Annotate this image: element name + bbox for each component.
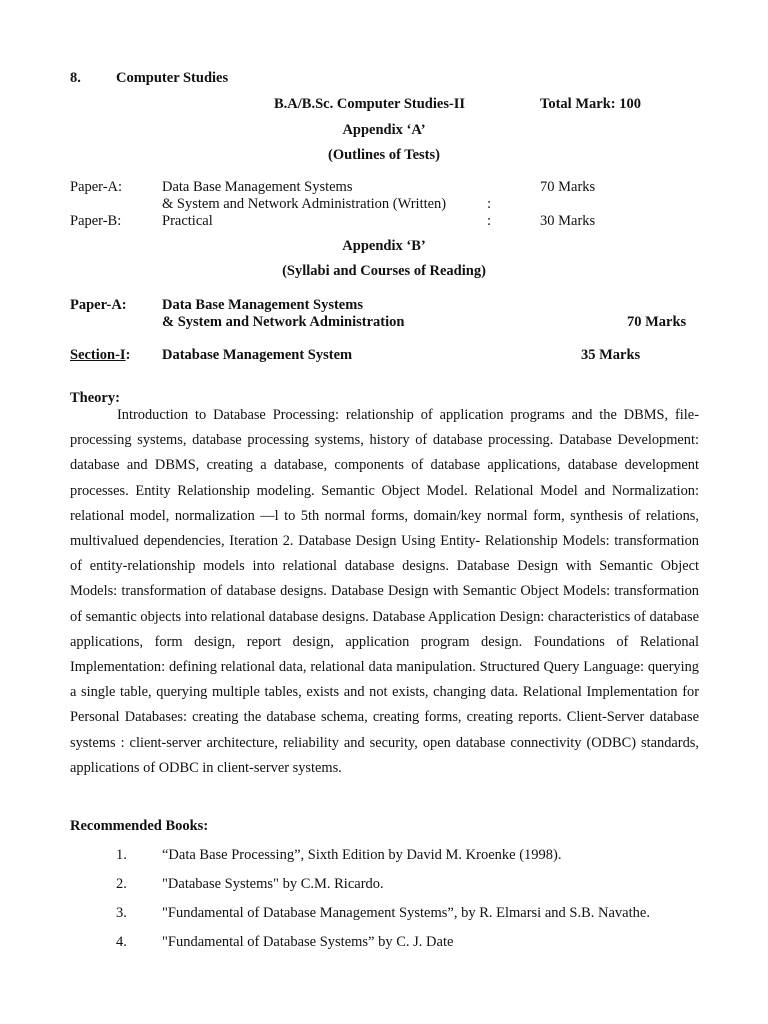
book-title: "Fundamental of Database Systems” by C. J. Date — [162, 934, 454, 950]
outline-marks: 70 Marks — [540, 179, 596, 195]
paper-a-name-cont: & System and Network Administration — [162, 314, 405, 330]
outline-colon: : — [487, 196, 492, 212]
book-number: 3. — [116, 905, 127, 921]
section-1-colon: : — [125, 347, 131, 363]
outline-paper-name: Data Base Management Systems — [162, 179, 353, 195]
book-number: 2. — [116, 876, 127, 892]
paper-a-name: Data Base Management Systems — [162, 297, 363, 313]
section-1-heading — [70, 346, 130, 364]
section-title: Computer Studies — [116, 70, 229, 86]
appendix-a-title: Appendix ‘A’ — [342, 122, 426, 138]
outline-paper-name-cont: & System and Network Administration (Written) — [162, 196, 447, 212]
total-marks: Total Mark: 100 — [540, 96, 641, 112]
book-title: "Database Systems" by C.M. Ricardo. — [162, 876, 384, 892]
paper-a-label: Paper-A: — [70, 297, 127, 313]
books-heading: Recommended Books: — [70, 818, 209, 834]
theory-heading: Theory: — [70, 390, 120, 406]
outline-label: Paper-A: — [70, 179, 123, 195]
appendix-b-title: Appendix ‘B’ — [342, 238, 426, 254]
outline-paper-name: Practical — [162, 213, 213, 229]
appendix-a-subtitle: (Outlines of Tests) — [328, 147, 440, 163]
book-number: 4. — [116, 934, 127, 950]
section-1-marks: 35 Marks — [581, 347, 641, 363]
theory-paragraph: Introduction to Database Processing: relationship of application programs and the DBMS, file-processing systems, database processing systems, history of database processing. Database Development: database and DBMS, creating a database, components of database applications, database development processes. Entity Relationship modeling. Semantic Object Model. Relational Model and Normalization: relational model, normalization —l to 5th normal forms, domain/key normal form, synthesis of relations, multivalued dependencies, Iteration 2. Database Design Using Entity- Relationship Models: transformation of entity-relationship models into relational database designs. Database Design with Semantic Object Models: transformation of database designs. Database Design with Semantic Object Models: transformation of semantic objects into relational database designs. Database Application Design: characteristics of database applications, form design, report design, application program design. Foundations of Relational Implementation: defining relational data, relational data manipulation. Structured Query Language: querying a single table, querying multiple tables, exists and not exists, changing data. Relational Implementation for Personal Databases: creating the database schema, creating forms, creating reports. Client-Server database systems : client-server architecture, reliability and security, open database connectivity (ODBC) standards, applications of ODBC in client-server systems. — [70, 407, 699, 776]
outline-colon: : — [487, 213, 492, 229]
section-1-title: Database Management System — [162, 347, 353, 363]
outline-marks: 30 Marks — [540, 213, 596, 229]
section-number: 8. — [70, 70, 81, 86]
book-title: “Data Base Processing”, Sixth Edition by David M. Kroenke (1998). — [162, 847, 562, 863]
section-1-label: Section-I — [70, 347, 126, 363]
outline-label: Paper-B: — [70, 213, 122, 229]
paper-a-marks: 70 Marks — [627, 314, 687, 330]
book-number: 1. — [116, 847, 127, 863]
appendix-b-subtitle: (Syllabi and Courses of Reading) — [282, 263, 486, 279]
book-title: "Fundamental of Database Management Systems”, by R. Elmarsi and S.B. Navathe. — [162, 905, 650, 921]
course-title: B.A/B.Sc. Computer Studies-II — [274, 96, 466, 112]
